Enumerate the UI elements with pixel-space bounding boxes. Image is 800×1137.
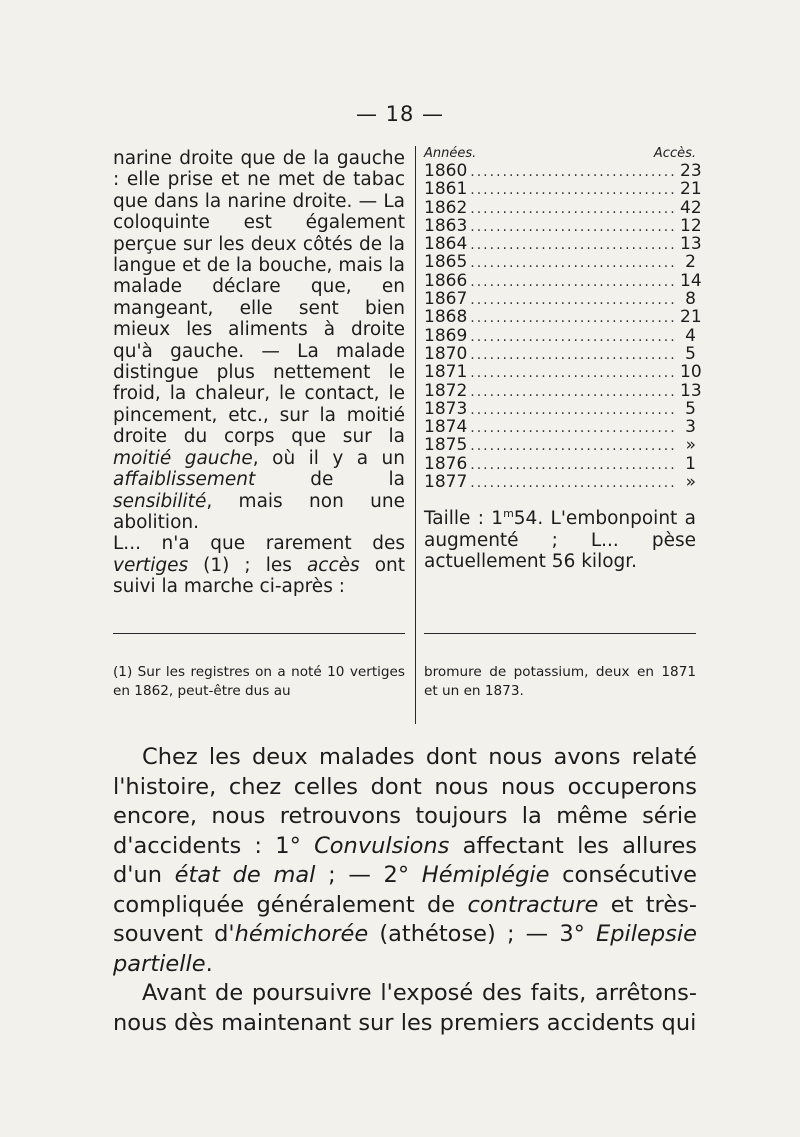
leader-dots [470, 218, 677, 236]
year-cell: 1861 [424, 179, 468, 200]
table-row [424, 327, 696, 345]
acces-cell: 1 [685, 453, 696, 474]
paragraph [113, 533, 405, 597]
footnote-right: bromure de potassium, deux en 1871 et un en 1873. [424, 664, 696, 699]
page-number: — 18 — [355, 102, 445, 126]
acces-cell: 3 [685, 417, 696, 438]
footnote-left: (1) Sur les registres on a noté 10 vertiges en 1862, peut-être dus au [113, 664, 405, 699]
italic-text: hémichorée [234, 921, 369, 947]
footnote-rule-right [424, 633, 696, 634]
text-run: et très-souvent d' [113, 891, 697, 947]
text-run: . [205, 950, 213, 977]
leader-dots [470, 309, 677, 327]
table-row [424, 234, 702, 255]
table-row [424, 473, 696, 491]
year-cell: 1867 [424, 289, 468, 310]
acces-cell: 5 [685, 398, 696, 419]
year-cell: 1865 [424, 252, 468, 273]
right-column [424, 146, 702, 573]
acces-cell: 4 [685, 325, 696, 346]
table-row [424, 380, 702, 401]
table-row [424, 253, 696, 271]
leader-dots [470, 328, 677, 346]
year-cell: 1875 [424, 435, 468, 456]
text-run: narine droite que de la gauche : elle prise et ne met de tabac que dans la narine droite. — La coloquinte est également perçue sur les deux côtés de la langue et de la bouche, mais la malade déclare que, en mangeant, elle sent bien mieux les aliments à droite qu'à gauche. — La malade distingue plus nettement le froid, la chaleur, le contact, le pincement, etc., sur la moitié droite du corps que sur la [113, 148, 405, 448]
table-row [424, 362, 702, 383]
leader-dots [470, 254, 677, 272]
acces-cell: » [685, 435, 696, 456]
superscript: m [503, 507, 514, 521]
text-run: affectant les allures d'un [113, 832, 698, 888]
paragraph [113, 148, 405, 533]
table-row [424, 345, 696, 363]
acces-cell: 8 [685, 289, 696, 310]
italic-text: affaiblissement [113, 469, 256, 491]
italic-text: Epilepsie partielle [113, 921, 697, 977]
acces-cell: 21 [680, 179, 702, 200]
table-row [424, 270, 702, 291]
footnote-rule-left [113, 633, 405, 634]
table-row [424, 179, 702, 200]
year-cell: 1877 [424, 472, 468, 493]
acces-cell: 12 [680, 215, 702, 236]
table-row [424, 400, 696, 418]
table-row [424, 215, 702, 236]
text-run: ; — 2° [315, 862, 422, 888]
acces-cell: 10 [680, 362, 702, 383]
text-run: Taille : 1 [424, 508, 504, 530]
left-column-text [113, 148, 405, 598]
acces-cell: 23 [680, 161, 702, 181]
header-acces: Accès. [653, 146, 696, 161]
text-run: (1) ; les [188, 554, 307, 576]
acces-cell: 13 [680, 234, 702, 255]
header-years: Années. [424, 146, 477, 161]
leader-dots [470, 273, 677, 291]
year-cell: 1874 [424, 417, 468, 438]
leader-dots [470, 456, 677, 474]
paragraph [113, 743, 697, 979]
italic-text: contracture [467, 891, 599, 918]
year-cell: 1864 [424, 234, 468, 255]
text-run: de la [255, 469, 405, 491]
italic-text: état de mal [174, 862, 316, 888]
table-row [424, 290, 696, 308]
text-run: 54. L'embonpoint a augmenté ; L... pèse actuellement 56 kilogr. [424, 508, 696, 573]
year-cell: 1872 [424, 380, 468, 401]
table-row [424, 436, 696, 454]
year-cell: 1868 [424, 307, 468, 328]
text-run: L... n'a que rarement des [113, 533, 405, 555]
table-row [424, 307, 702, 328]
table-body [424, 161, 702, 493]
acces-cell: 2 [685, 252, 696, 273]
year-cell: 1871 [424, 362, 468, 383]
leader-dots [470, 437, 677, 455]
text-run: , où il y a un [252, 447, 405, 469]
acces-cell: 42 [680, 197, 702, 218]
italic-text: sensibilité [113, 490, 207, 512]
text-run: (athétose) ; — 3° [368, 921, 597, 947]
leader-dots [470, 181, 677, 199]
table-row [424, 418, 696, 436]
year-cell: 1873 [424, 398, 468, 419]
leader-dots [470, 200, 677, 218]
italic-text: vertiges [113, 554, 189, 576]
year-cell: 1866 [424, 270, 468, 291]
leader-dots [470, 419, 677, 437]
italic-text: moitié gauche [113, 447, 253, 469]
table-header [424, 146, 696, 162]
column-divider [415, 146, 416, 724]
text-run: Avant de poursuivre l'exposé des faits, arrêtons-nous dès maintenant sur les premiers accidents qui [113, 980, 697, 1036]
table-row [424, 455, 696, 473]
year-cell: 1860 [424, 161, 468, 181]
year-cell: 1862 [424, 197, 468, 218]
leader-dots [470, 163, 677, 181]
leader-dots [470, 291, 677, 309]
acces-cell: 21 [680, 307, 702, 328]
leader-dots [470, 364, 677, 382]
paragraph [113, 979, 697, 1038]
italic-text: Hémiplégie [421, 862, 550, 888]
text-run: ont suivi la marche ci-après : [113, 554, 405, 598]
text-run: Chez les deux malades dont nous avons relaté l'histoire, chez celles dont nous nous occuperons encore, nous retrouvons toujours la même série d'accidents : 1° [113, 744, 697, 859]
acces-cell: » [685, 472, 696, 493]
text-run: , mais non une abolition. [113, 490, 405, 533]
leader-dots [470, 236, 677, 254]
leader-dots [470, 346, 677, 364]
acces-cell: 5 [685, 343, 696, 364]
table-row [424, 197, 702, 218]
year-cell: 1876 [424, 453, 468, 474]
year-cell: 1863 [424, 215, 468, 236]
text-run: consécutive compliquée généralement de [113, 862, 697, 918]
acces-cell: 14 [680, 270, 702, 291]
leader-dots [470, 383, 677, 401]
taille-paragraph [424, 503, 696, 572]
main-text [113, 743, 697, 1038]
table-row [424, 161, 702, 181]
acces-cell: 13 [680, 380, 702, 401]
year-cell: 1869 [424, 325, 468, 346]
leader-dots [470, 474, 677, 492]
year-cell: 1870 [424, 343, 468, 364]
italic-text: accès [306, 554, 360, 576]
leader-dots [470, 401, 677, 419]
italic-text: Convulsions [314, 832, 450, 859]
